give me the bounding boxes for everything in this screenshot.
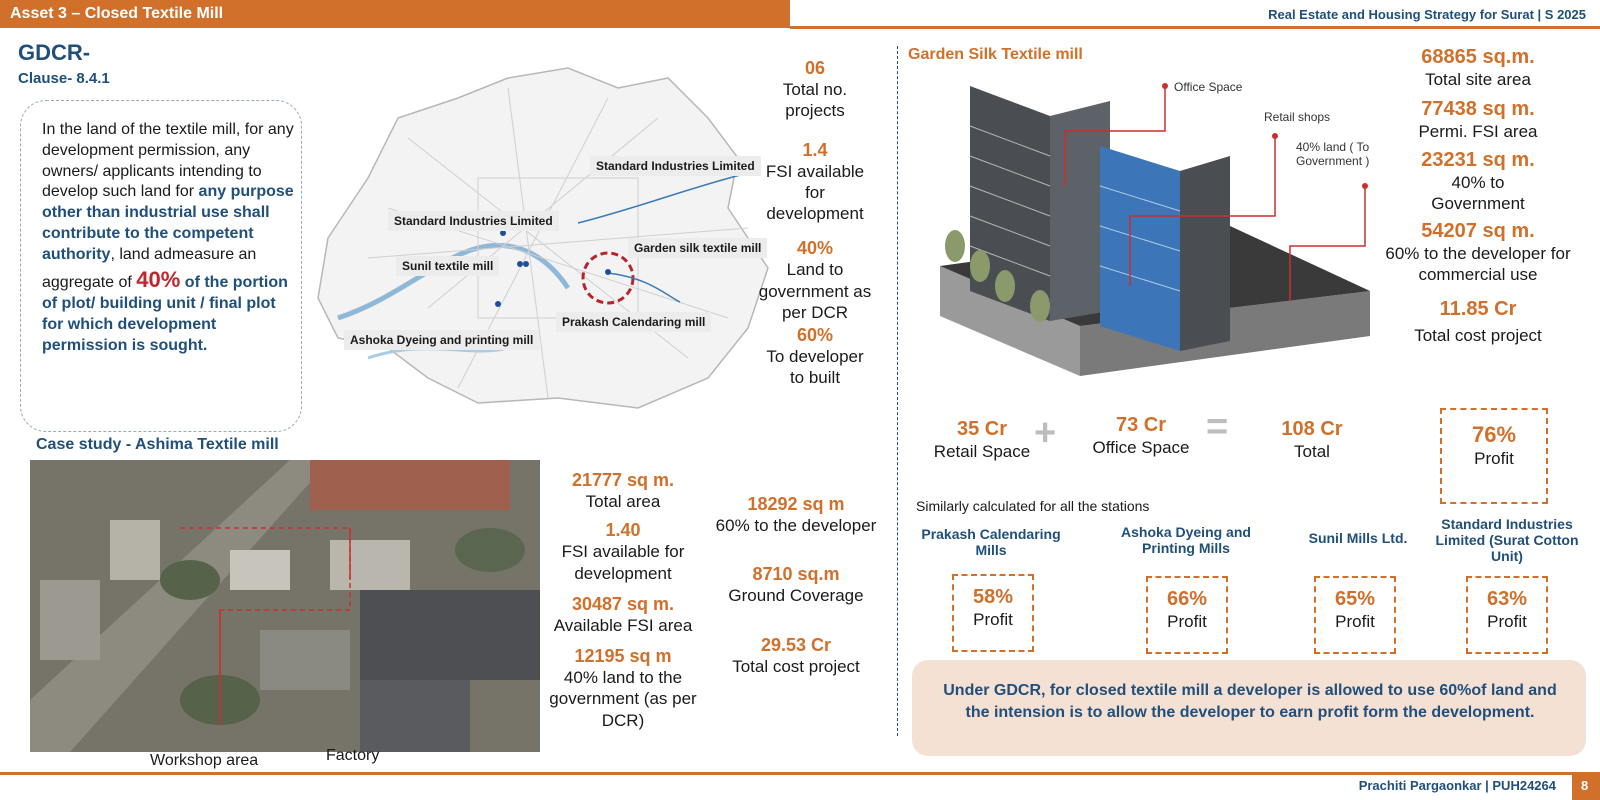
- case-ground-value: 8710 sq.m: [752, 564, 840, 585]
- similar-label-prakash: Profit: [973, 610, 1013, 629]
- map-label-sunil: Sunil textile mill: [396, 256, 499, 276]
- garden-gov-label: 40% to Government: [1431, 172, 1525, 213]
- vertical-divider: [897, 46, 898, 736]
- garden-title: Garden Silk Textile mill: [908, 46, 1083, 63]
- similar-name-ashoka: Ashoka Dyeing and Printing Mills: [1121, 524, 1251, 556]
- similar-value-standard: 63%: [1486, 588, 1528, 610]
- similar-box-sunil: [1314, 576, 1396, 654]
- similar-box-standard: [1466, 576, 1548, 654]
- case-col-1: [548, 470, 698, 731]
- eq-total-label: Total: [1294, 442, 1330, 461]
- callout-retail: Retail shops: [1264, 110, 1331, 124]
- case-fsi-area-value: 30487 sq m.: [571, 593, 675, 614]
- stat-fsi-value: 1.4: [802, 139, 828, 160]
- eq-equals: =: [1206, 406, 1229, 448]
- garden-dev-value: 54207 sq m.: [1421, 220, 1535, 242]
- case-gov-land-label: 40% land to the government (as per DCR): [549, 668, 697, 730]
- garden-site-area-label: Total site area: [1425, 70, 1531, 89]
- footer-page-number: 8: [1581, 778, 1589, 793]
- similar-value-prakash: 58%: [972, 586, 1014, 608]
- gdcr-para-d: of the portion of plot/ building unit / final plot for which development permission is sought.: [42, 273, 288, 354]
- stat-dev-label: To developer to built: [766, 347, 864, 388]
- gdcr-clause: Clause- 8.4.1: [18, 70, 110, 87]
- case-total-area-value: 21777 sq m.: [571, 470, 675, 490]
- header-right-line: [790, 26, 1600, 29]
- similar-box-ashoka: [1146, 576, 1228, 654]
- gdcr-para-a: In the land of the textile mill, for any development permission, any owners/ applicants intending to develop such land for: [42, 121, 294, 201]
- gdcr-para-c: , land admeasure an aggregate of: [42, 245, 257, 291]
- map-label-prakash: Prakash Calendaring mill: [556, 312, 711, 332]
- case-developer-value: 18292 sq m: [747, 494, 845, 514]
- stat-gov-label: Land to government as per DCR: [758, 260, 872, 322]
- similar-name-standard: Standard Industries Limited (Surat Cotton Unit): [1435, 516, 1579, 564]
- gdcr-para-b: any purpose other than industrial use shall contribute to the competent authority: [42, 183, 294, 263]
- photo-label-factory: Factory: [326, 747, 380, 764]
- eq-plus: +: [1034, 412, 1057, 454]
- case-fsi-area-label: Available FSI area: [553, 615, 693, 635]
- map-stats: [740, 58, 890, 389]
- callout-gov-land: 40% land ( To Government ): [1296, 140, 1370, 168]
- stat-projects-label: Total no. projects: [782, 80, 848, 121]
- similar-value-sunil: 65%: [1334, 588, 1376, 610]
- eq-office-value: 73 Cr: [1115, 414, 1167, 436]
- case-cost-label: Total cost project: [732, 656, 860, 676]
- footer-line: [0, 772, 1600, 775]
- eq-retail-value: 35 Cr: [956, 418, 1008, 440]
- garden-fsi-value: 77438 sq m.: [1421, 98, 1535, 121]
- garden-site-area-value: 68865 sq.m.: [1421, 46, 1535, 68]
- eq-retail-label: Retail Space: [933, 442, 1031, 461]
- aerial-photo-svg: [30, 460, 540, 752]
- case-total-area-label: Total area: [585, 492, 661, 511]
- stat-projects-value: 06: [804, 58, 826, 78]
- case-col-2: [706, 494, 886, 677]
- garden-dev-label: 60% to the developer for commercial use: [1385, 244, 1571, 285]
- case-fsi-label: FSI available for development: [561, 542, 685, 583]
- similar-label-sunil: Profit: [1335, 612, 1375, 631]
- case-ground-label: Ground Coverage: [728, 586, 864, 606]
- aerial-photo: [30, 460, 540, 752]
- photo-label-workshop: Workshop area: [150, 752, 259, 769]
- stat-dev-value: 60%: [796, 325, 834, 345]
- map-label-standard-2: Standard Industries Limited: [388, 211, 559, 231]
- similar-value-ashoka: 66%: [1166, 588, 1208, 610]
- eq-office-label: Office Space: [1092, 438, 1190, 457]
- case-gov-land-value: 12195 sq m: [574, 646, 672, 666]
- eq-total-value: 108 Cr: [1281, 418, 1343, 440]
- gdcr-title: GDCR-: [18, 40, 91, 65]
- map-label-garden-silk: Garden silk textile mill: [628, 238, 767, 258]
- header-subtitle: Real Estate and Housing Strategy for Surat | S 2025: [1268, 7, 1586, 22]
- profit-main-value: 76%: [1471, 422, 1517, 447]
- gdcr-para-pct: 40%: [136, 266, 181, 292]
- similar-label-ashoka: Profit: [1167, 612, 1207, 631]
- case-cost-value: 29.53 Cr: [760, 634, 832, 655]
- profit-main-box: [1440, 408, 1548, 504]
- garden-gov-value: 23231 sq m.: [1421, 148, 1535, 171]
- case-study-title: Case study - Ashima Textile mill: [36, 436, 279, 453]
- case-developer-label: 60% to the developer: [715, 516, 877, 535]
- similar-name-prakash: Prakash Calendaring Mills: [921, 526, 1061, 558]
- map-label-standard-1: Standard Industries Limited: [590, 156, 761, 176]
- similar-intro: Similarly calculated for all the stations: [916, 498, 1150, 514]
- eq-office: [1076, 414, 1206, 458]
- eq-retail: [922, 418, 1042, 462]
- garden-cost-value: 11.85 Cr: [1439, 297, 1517, 320]
- map-label-ashoka: Ashoka Dyeing and printing mill: [344, 330, 539, 350]
- stat-fsi-label: FSI available for development: [765, 161, 865, 223]
- similar-name-sunil: Sunil Mills Ltd.: [1308, 530, 1408, 546]
- case-fsi-value: 1.40: [605, 520, 641, 541]
- similar-box-prakash: [952, 574, 1034, 652]
- conclusion-text: Under GDCR, for closed textile mill a developer is allowed to use 60%of land and the intension is to allow the developer to earn profit form the development.: [943, 682, 1557, 722]
- stat-gov-value: 40%: [796, 238, 834, 259]
- eq-total: [1262, 418, 1362, 462]
- gdcr-paragraph: [42, 120, 297, 357]
- similar-label-standard: Profit: [1487, 612, 1527, 631]
- garden-fsi-label: Permi. FSI area: [1418, 122, 1538, 142]
- profit-main-label: Profit: [1474, 449, 1514, 468]
- garden-stats: [1384, 46, 1572, 346]
- footer-author: Prachiti Pargaonkar | PUH24264: [1358, 778, 1556, 793]
- callout-office: Office Space: [1174, 80, 1243, 94]
- header-title: Asset 3 – Closed Textile Mill: [10, 5, 224, 22]
- garden-cost-label: Total cost project: [1414, 325, 1542, 345]
